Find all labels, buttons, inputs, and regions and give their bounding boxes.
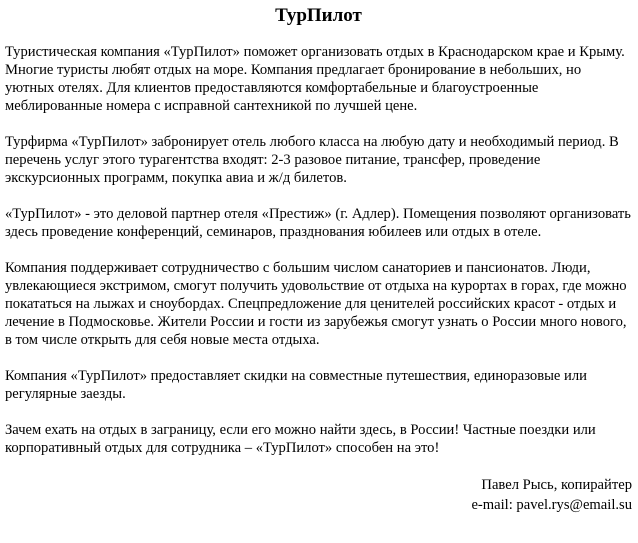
signature-email: e-mail: pavel.rys@email.su: [471, 497, 632, 513]
signature-block: [5, 475, 632, 515]
paragraph-services: Турфирма «ТурПилот» забронирует отель любого класса на любую дату и необходимый период. В перечень услуг этого турагентства входят: 2-3 разовое питание, трансфер, проведение экскурсионных программ, покупка авиа и ж/д билетов.: [5, 134, 619, 186]
paragraph-discounts: Компания «ТурПилот» предоставляет скидки на совместные путешествия, единоразовые или регулярные заезды.: [5, 368, 587, 402]
signature-author: Павел Рысь, копирайтер: [481, 477, 632, 493]
paragraph-cooperation: Компания поддерживает сотрудничество с большим числом санаториев и пансионатов. Люди, увлекающиеся экстримом, смогут получить удовольствие от отдыха на курортах в горах, где можно покататься на лыжах и сноубордах. Спецпредложение для ценителей российских красот - отдых и лечение в Подмосковье. Жители России и гости из зарубежья смогут узнать о России много нового, в том числе открыть для себя новые места отдыха.: [5, 260, 627, 348]
paragraph-intro: Туристическая компания «ТурПилот» поможет организовать отдых в Краснодарском крае и Крыму. Многие туристы любят отдых на море. Компания предлагает бронирование в небольших, но уютных отелях. Для клиентов предоставляются комфортабельные и благоустроенные меблированные номера с исправной сантехникой по лучшей цене.: [5, 44, 625, 114]
document-title: ТурПилот: [275, 5, 362, 26]
paragraph-partner: «ТурПилот» - это деловой партнер отеля «Престиж» (г. Адлер). Помещения позволяют организовать здесь проведение конференций, семинаров, празднования юбилеев или отдых в отеле.: [5, 206, 631, 240]
paragraph-closing: Зачем ехать на отдых в заграницу, если его можно найти здесь, в России! Частные поездки или корпоративный отдых для сотрудника – «ТурПилот» способен на это!: [5, 422, 596, 456]
document-page: [5, 5, 632, 515]
